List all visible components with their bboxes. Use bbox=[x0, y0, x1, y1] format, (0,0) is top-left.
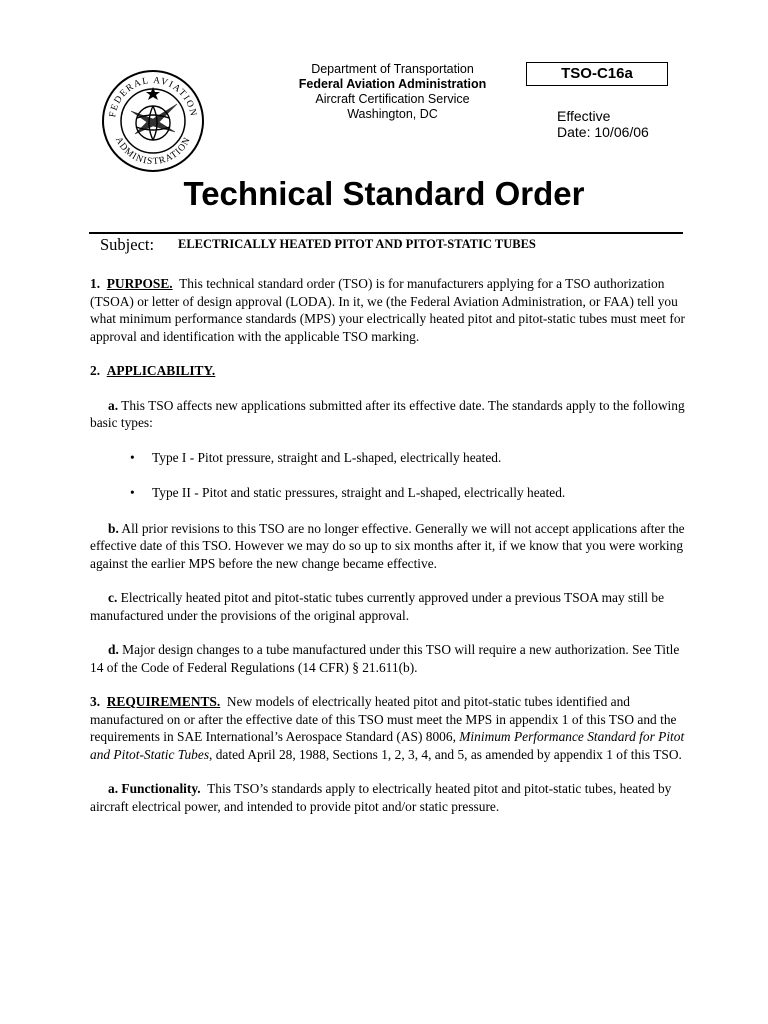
document-title: Technical Standard Order bbox=[183, 175, 585, 212]
requirements-text-2: , dated April 28, 1988, Sections 1, 2, 3, 4, and 5, as amended by appendix 1 of this TSO. bbox=[209, 746, 682, 762]
seal-emblem-icon bbox=[131, 104, 177, 140]
service-name: Aircraft Certification Service bbox=[315, 92, 470, 106]
tso-number-box: TSO-C16a bbox=[526, 62, 668, 86]
agency-header bbox=[270, 62, 515, 122]
purpose-heading: PURPOSE. bbox=[106, 276, 173, 291]
requirements-paragraph bbox=[90, 693, 690, 763]
applicability-b-paragraph bbox=[90, 520, 690, 573]
requirements-number: 3. bbox=[90, 694, 101, 709]
subject-text: ELECTRICALLY HEATED PITOT AND PITOT-STATIC TUBES bbox=[178, 237, 536, 251]
purpose-text: This technical standard order (TSO) is for manufacturers applying for a TSO authorization (TSOA) or letter of design approval (LODA). In it, we (the Federal Aviation Administration, or FAA) tell you what minimum performance standards (MPS) your electrically heated pitot and pitot-static tubes must meet for approval and identification with the applicable TSO marking. bbox=[90, 276, 685, 344]
bullet-icon: • bbox=[130, 449, 135, 465]
type-ii-text: Type II - Pitot and static pressures, straight and L-shaped, electrically heated. bbox=[152, 485, 566, 500]
list-item bbox=[90, 484, 690, 502]
applicability-a-label: a. bbox=[108, 397, 119, 413]
requirements-a-label: a. bbox=[108, 781, 119, 796]
document-body bbox=[90, 275, 690, 832]
bullet-icon: • bbox=[130, 485, 135, 500]
effective-date: Date: 10/06/06 bbox=[557, 124, 649, 140]
applicability-c-label: c. bbox=[108, 590, 118, 605]
type-i-text: Type I - Pitot pressure, straight and L-shaped, electrically heated. bbox=[152, 449, 502, 465]
requirements-text-1: New models of electrically heated pitot and pitot-static tubes identified and manufactured on or after the effective date of this TSO must meet the MPS in appendix 1 of this TSO and the requirements in SAE International’s Aerospace Standard (AS) 8006, bbox=[90, 694, 677, 744]
requirements-heading: REQUIREMENTS. bbox=[106, 694, 221, 709]
applicability-number: 2. bbox=[90, 363, 101, 378]
seal-bottom-text: ADMINISTRATION bbox=[112, 135, 194, 168]
effective-label: Effective bbox=[557, 108, 611, 124]
applicability-b-text: All prior revisions to this TSO are no longer effective. Generally we will not accept applications after the effective date of this TSO. However we may do so up to six months after it, if we know that you were working against the earlier MPS before the new change became effective. bbox=[90, 520, 685, 571]
standard-title: Minimum Performance Standard for Pitot and Pitot-Static Tubes bbox=[90, 729, 685, 762]
faa-seal bbox=[93, 66, 213, 176]
subject-label: Subject: bbox=[100, 235, 155, 254]
purpose-paragraph bbox=[90, 275, 690, 345]
effective-date-block bbox=[557, 108, 649, 140]
functionality-text: This TSO’s standards apply to electrically heated pitot and pitot-static tubes, heated by aircraft electrical power, and intended to provide pitot and/or static pressure. bbox=[90, 781, 672, 814]
applicability-a-paragraph bbox=[90, 397, 690, 432]
agency-location: Washington, DC bbox=[347, 107, 438, 121]
department-name: Department of Transportation bbox=[311, 62, 474, 76]
applicability-d-paragraph bbox=[90, 641, 690, 676]
applicability-heading-line bbox=[90, 362, 690, 380]
applicability-heading: APPLICABILITY. bbox=[106, 363, 216, 378]
agency-name: Federal Aviation Administration bbox=[298, 77, 487, 91]
purpose-number: 1. bbox=[90, 276, 101, 291]
list-item bbox=[90, 449, 690, 467]
applicability-a-text: This TSO affects new applications submitted after its effective date. The standards apply to the following basic types: bbox=[90, 397, 685, 430]
seal-top-text: FEDERAL AVIATION bbox=[108, 75, 198, 119]
subject-divider bbox=[89, 232, 683, 234]
applicability-b-label: b. bbox=[108, 520, 119, 536]
applicability-c-text: Electrically heated pitot and pitot-static tubes currently approved under a previous TSOA may still be manufactured under the provisions of the original approval. bbox=[90, 590, 665, 623]
applicability-c-paragraph bbox=[90, 589, 690, 624]
type-list bbox=[90, 449, 690, 502]
applicability-d-label: d. bbox=[108, 642, 119, 657]
requirements-a-paragraph bbox=[90, 780, 690, 815]
functionality-heading: Functionality. bbox=[121, 781, 201, 796]
applicability-d-text: Major design changes to a tube manufactured under this TSO will require a new authorization. See Title 14 of the Code of Federal Regulations (14 CFR) § 21.611(b). bbox=[90, 642, 680, 675]
